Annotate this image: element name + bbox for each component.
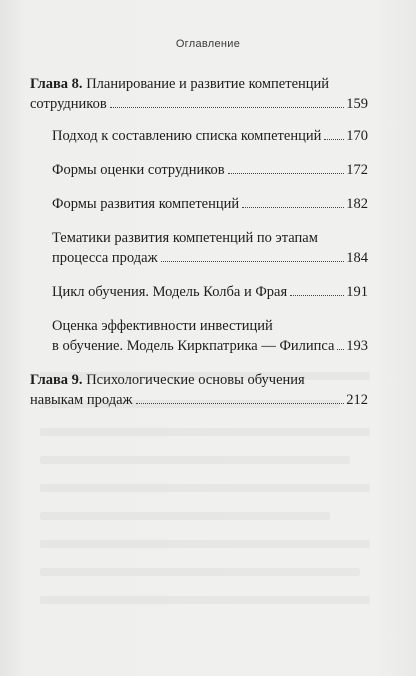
chapter-title-line [30,74,368,94]
dot-leader [337,349,344,350]
section-title: Тематики развития компетенций по этапам [52,230,318,246]
page-number: 159 [346,96,368,112]
chapter-title-end: сотрудников [30,96,107,112]
bleed-through [40,428,370,436]
dot-leader [136,403,345,404]
toc-section[interactable] [52,126,368,146]
dot-leader [110,107,345,108]
section-title: Цикл обучения. Модель Колба и Фрая [52,284,288,300]
chapter-number: Глава 9. [30,372,83,388]
table-of-contents [30,74,368,422]
toc-section[interactable] [52,160,368,180]
running-head: Оглавление [175,38,241,50]
section-line [52,194,368,214]
bleed-through [40,540,370,548]
toc-chapter-8[interactable] [30,74,368,114]
page-number: 212 [346,392,368,408]
section-title: Формы оценки сотрудников [52,162,225,178]
section-title-end: в обучение. Модель Киркпатрика — Филипса [52,338,335,354]
section-title: Оценка эффективности инвестиций [52,318,273,334]
chapter-title-last-line [30,390,368,410]
bleed-through [40,484,370,492]
page-number: 184 [346,250,368,266]
page-number: 172 [346,162,368,178]
bleed-through [40,596,370,604]
bleed-through [40,568,360,576]
chapter-title: Планирование и развитие компетенций [86,76,330,92]
toc-chapter-9[interactable] [30,370,368,410]
chapter-title-end: навыкам продаж [30,392,133,408]
toc-section[interactable] [52,194,368,214]
section-last-line [52,336,368,356]
dot-leader [228,173,345,174]
chapter-title-line [30,370,368,390]
toc-section[interactable] [52,316,368,356]
dot-leader [290,295,344,296]
dot-leader [161,261,345,262]
page-number: 182 [346,196,368,212]
dot-leader [242,207,344,208]
dot-leader [324,139,344,140]
toc-section[interactable] [52,282,368,302]
section-last-line [52,248,368,268]
section-line [52,126,368,146]
toc-section[interactable] [52,228,368,268]
chapter-title-last-line [30,94,368,114]
section-title: Формы развития компетенций [52,196,240,212]
section-line [52,160,368,180]
bleed-through [40,456,350,464]
section-title: Подход к составлению списка компетенций [52,128,322,144]
section-title-end: процесса продаж [52,250,158,266]
chapter-number: Глава 8. [30,76,83,92]
page-number: 193 [346,338,368,354]
section-line [52,282,368,302]
bleed-through [40,512,330,520]
page-number: 170 [346,128,368,144]
page-number: 191 [346,284,368,300]
chapter-title: Психологические основы обучения [86,372,305,388]
